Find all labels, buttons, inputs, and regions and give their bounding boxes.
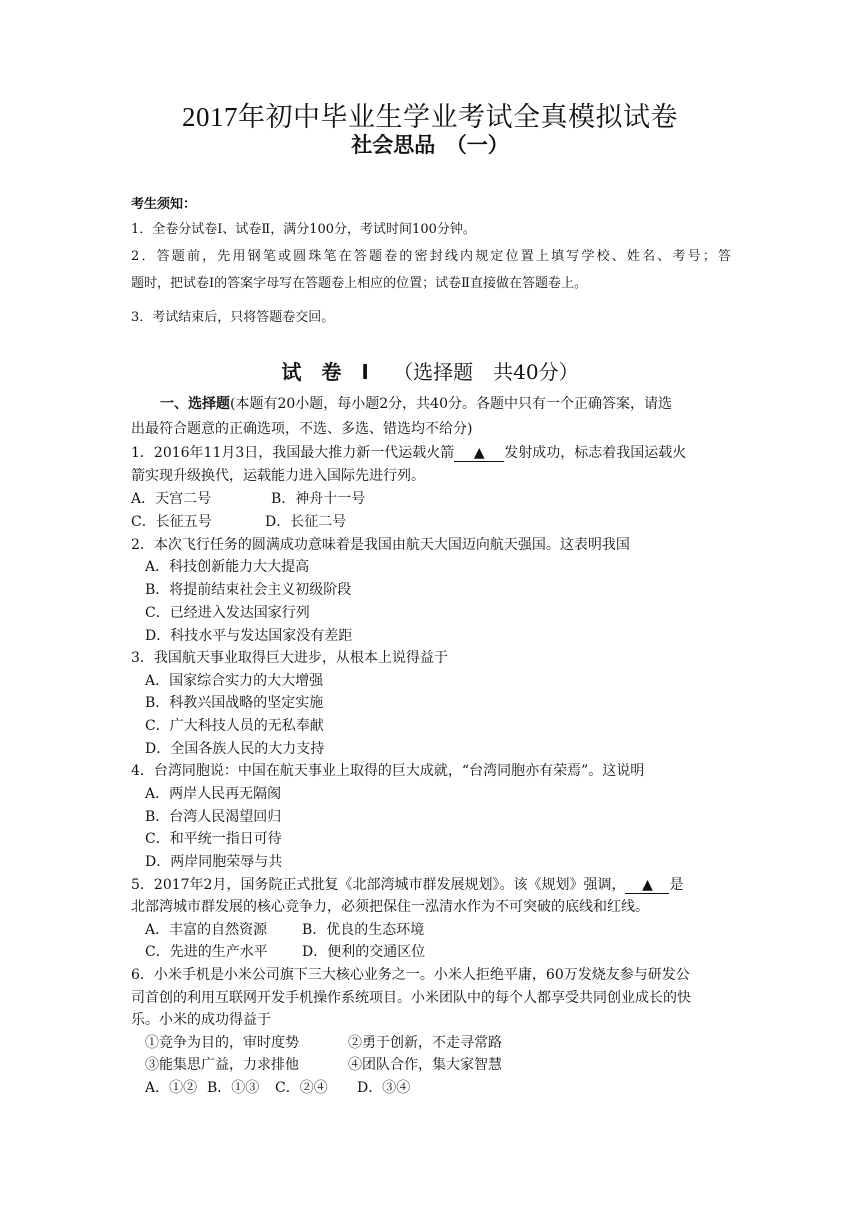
question-1-options-row-2	[131, 512, 731, 532]
option-d: D．③④	[357, 1080, 411, 1096]
notice-item-1: 1．全卷分试卷Ⅰ、试卷Ⅱ，满分100分，考试时间100分钟。	[131, 222, 476, 237]
notice-heading: 考生须知：	[131, 197, 197, 212]
question-6-stem-cont-2: 乐。小米的成功得益于	[131, 1012, 271, 1028]
option-d: D．便利的交通区位	[302, 944, 426, 960]
question-1-options-row-1	[131, 489, 731, 509]
question-3-stem: 3．我国航天事业取得巨大进步，从根本上说得益于	[131, 650, 448, 666]
option-a: A．丰富的自然资源	[145, 922, 268, 938]
exam-title: 2017年初中毕业生学业考试全真模拟试卷	[182, 102, 678, 132]
question-2-stem: 2．本次飞行任务的圆满成功意味着是我国由航天大国迈向航天强国。这表明我国	[131, 537, 630, 553]
statement-3: ③能集思广益，力求排他	[145, 1057, 299, 1073]
question-5-options-row-1	[145, 920, 745, 940]
notice-item-2-line-1: 2．答题前，先用钢笔或圆珠笔在答题卷的密封线内规定位置上填写学校、姓名、考号；答	[131, 249, 731, 264]
question-5-stem-cont: 北部湾城市群发展的核心竞争力，必须把保住一泓清水作为不可突破的底线和红线。	[131, 899, 649, 915]
question-6-stem-cont-1: 司首创的利用互联网开发手机操作系统项目。小米团队中的每个人都享受共同创业成长的快	[131, 990, 691, 1006]
question-6-options	[145, 1078, 745, 1098]
answer-blank: ▲	[625, 877, 669, 894]
question-3-option-d: D．全国各族人民的大力支持	[145, 741, 325, 757]
question-2-option-c: C．已经进入发达国家行列	[145, 605, 310, 621]
notice-item-2-line-2: 题时，把试卷Ⅰ的答案字母写在答题卷上相应的位置；试卷Ⅱ直接做在答题卷上。	[131, 276, 587, 291]
question-3-option-b: B．科教兴国战略的坚定实施	[145, 695, 324, 711]
question-3-option-a: A．国家综合实力的大大增强	[145, 673, 324, 689]
option-b: B．优良的生态环境	[302, 922, 425, 938]
question-4-stem: 4．台湾同胞说：中国在航天事业上取得的巨大成就，“台湾同胞亦有荣焉”。这说明	[131, 763, 645, 779]
exam-subtitle: 社会思品 （一）	[351, 133, 509, 157]
statement-4: ④团队合作，集大家智慧	[348, 1057, 502, 1073]
statement-1: ①竞争为目的，审时度势	[145, 1035, 299, 1051]
question-3-option-c: C．广大科技人员的无私奉献	[145, 718, 324, 734]
option-c: C．长征五号	[131, 514, 212, 530]
option-d: D．长征二号	[265, 514, 347, 530]
instructions-line-2: 出最符合题意的正确选项，不选、多选、错选均不给分)	[131, 421, 473, 437]
question-4-option-d: D．两岸同胞荣辱与共	[145, 854, 283, 870]
question-4-option-a: A．两岸人民再无隔阂	[145, 786, 282, 802]
question-4-option-c: C．和平统一指日可待	[145, 831, 282, 847]
instructions-line-1: 一、选择题(本题有20小题，每小题2分，共40分。各题中只有一个正确答案，请选	[160, 396, 672, 412]
answer-blank: ▲	[454, 445, 504, 462]
section-heading	[0, 357, 860, 387]
question-6-statements-row-1	[145, 1033, 745, 1053]
question-1-stem: 1．2016年11月3日，我国最大推力新一代运载火箭 ▲ 发射成功，标志着我国运载火	[131, 445, 687, 461]
option-c: C．②④	[275, 1080, 328, 1096]
question-2-option-b: B．将提前结束社会主义初级阶段	[145, 582, 352, 598]
statement-2: ②勇于创新，不走寻常路	[348, 1035, 502, 1051]
option-b: B．①③	[207, 1080, 260, 1096]
question-5-options-row-2	[145, 942, 745, 962]
question-1-stem-cont: 箭实现升级换代，运载能力进入国际先进行列。	[131, 468, 425, 484]
question-6-statements-row-2	[145, 1055, 745, 1075]
notice-item-3: 3．考试结束后，只将答题卷交回。	[131, 310, 335, 325]
question-5-stem: 5．2017年2月，国务院正式批复《北部湾城市群发展规划》。该《规划》强调， ▲ 是	[131, 877, 684, 893]
option-b: B．神舟十一号	[271, 491, 366, 507]
option-c: C．先进的生产水平	[145, 944, 268, 960]
section-title: 试 卷 Ⅰ	[281, 360, 369, 384]
question-2-option-a: A．科技创新能力大大提高	[145, 559, 310, 575]
instructions-label: 一、选择题	[160, 396, 230, 412]
option-a: A．天宫二号	[131, 491, 212, 507]
section-note: （选择题 共40分）	[393, 360, 579, 384]
question-6-stem: 6．小米手机是小米公司旗下三大核心业务之一。小米人拒绝平庸，60万发烧友参与研发公	[131, 967, 690, 983]
question-4-option-b: B．台湾人民渴望回归	[145, 809, 282, 825]
option-a: A．①②	[145, 1080, 198, 1096]
question-2-option-d: D．科技水平与发达国家没有差距	[145, 628, 353, 644]
